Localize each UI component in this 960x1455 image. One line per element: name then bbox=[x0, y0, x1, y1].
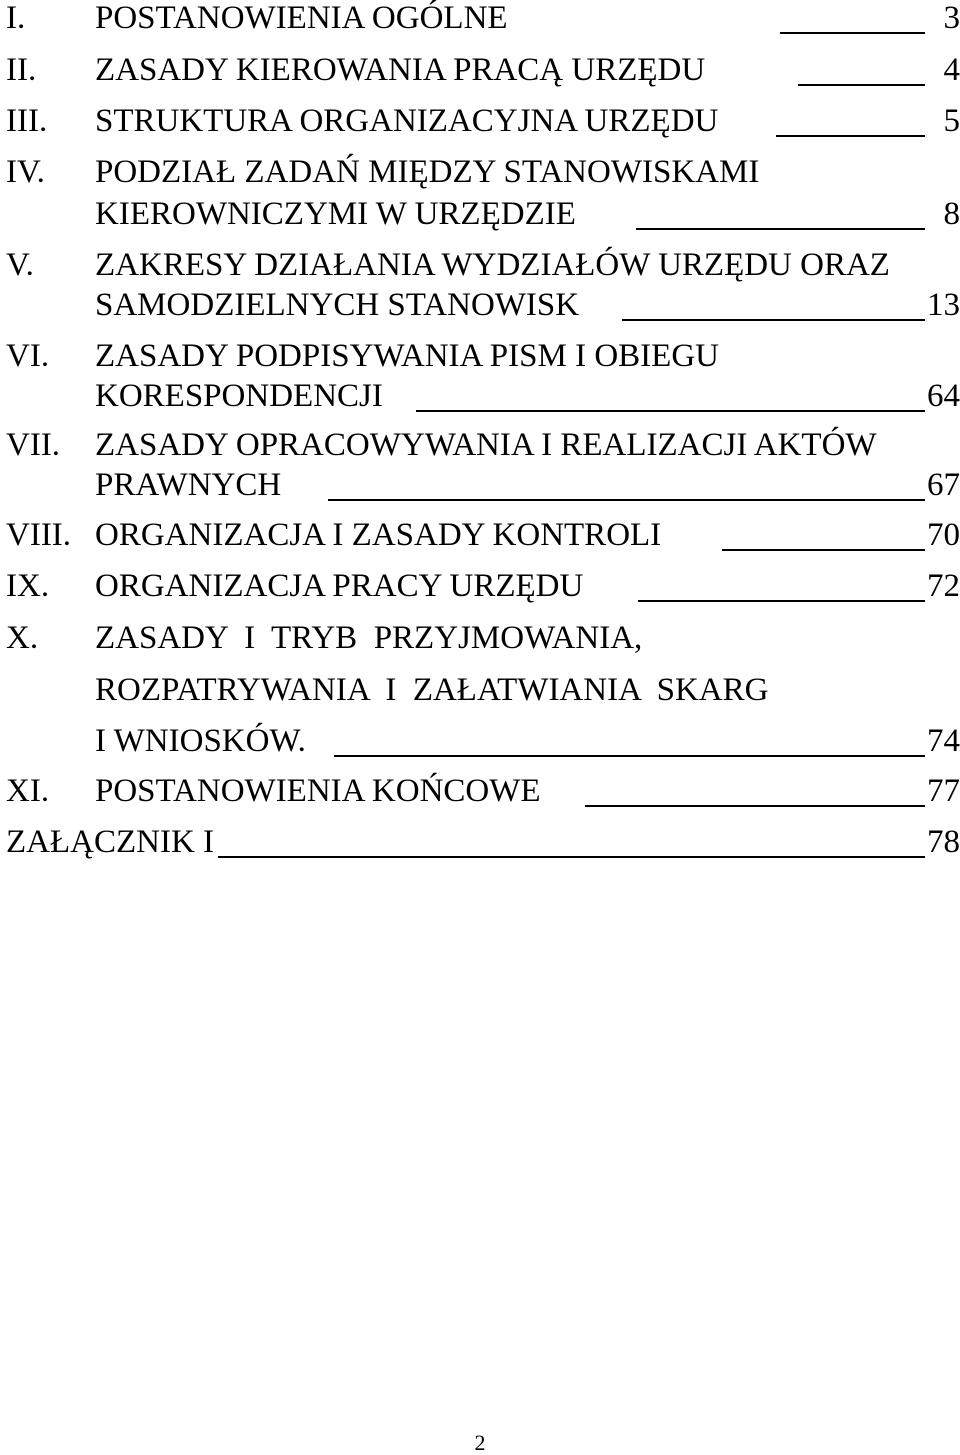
toc-entry-title-continued: ROZPATRYWANIA I ZAŁATWIANIA SKARG bbox=[95, 672, 769, 708]
toc-page-number: 13 bbox=[927, 287, 960, 323]
toc-entry[interactable] bbox=[0, 103, 960, 143]
toc-leader-line bbox=[776, 135, 925, 137]
toc-page-number: 4 bbox=[943, 52, 960, 88]
toc-entry-title: STRUKTURA ORGANIZACYJNA URZĘDU bbox=[95, 103, 719, 139]
toc-page-number: 77 bbox=[927, 773, 960, 809]
toc-entry-title-continued: KIEROWNICZYMI W URZĘDZIE bbox=[95, 196, 576, 232]
toc-entry-continuation[interactable] bbox=[0, 196, 960, 236]
toc-entry[interactable] bbox=[0, 427, 960, 467]
toc-page-number: 64 bbox=[927, 378, 960, 414]
toc-page-number: 67 bbox=[927, 467, 960, 503]
toc-entry-title: PODZIAŁ ZADAŃ MIĘDZY STANOWISKAMI bbox=[95, 154, 760, 190]
toc-leader-line bbox=[585, 805, 925, 807]
toc-entry-title: ZAŁĄCZNIK I bbox=[6, 824, 215, 860]
toc-page-number: 5 bbox=[943, 103, 960, 139]
toc-entry-title: POSTANOWIENIA KOŃCOWE bbox=[95, 773, 541, 809]
toc-entry-number: IX. bbox=[6, 568, 50, 604]
toc-page-number: 78 bbox=[927, 824, 960, 860]
toc-leader-line bbox=[638, 600, 925, 602]
toc-leader-line bbox=[722, 549, 925, 551]
toc-entry-title: ZASADY OPRACOWYWANIA I REALIZACJI AKTÓW bbox=[95, 427, 877, 463]
toc-entry[interactable] bbox=[0, 338, 960, 378]
toc-entry-title: POSTANOWIENIA OGÓLNE bbox=[95, 0, 508, 36]
toc-leader-line bbox=[328, 499, 925, 501]
toc-page-number: 8 bbox=[943, 196, 960, 232]
toc-entry-continuation[interactable] bbox=[0, 378, 960, 418]
toc-entry[interactable] bbox=[0, 52, 960, 92]
toc-leader-line bbox=[622, 319, 925, 321]
toc-entry-continuation[interactable] bbox=[0, 467, 960, 507]
toc-entry-appendix[interactable] bbox=[0, 824, 960, 864]
toc-entry-title: ORGANIZACJA I ZASADY KONTROLI bbox=[95, 517, 662, 553]
toc-entry-number: VIII. bbox=[6, 517, 72, 553]
toc-entry[interactable] bbox=[0, 568, 960, 608]
toc-entry-number: X. bbox=[6, 620, 39, 656]
toc-entry[interactable] bbox=[0, 620, 960, 660]
toc-entry-continuation[interactable] bbox=[0, 672, 960, 712]
toc-entry-title-continued: PRAWNYCH bbox=[95, 467, 282, 503]
toc-entry[interactable] bbox=[0, 0, 960, 40]
toc-entry[interactable] bbox=[0, 247, 960, 287]
toc-leader-line bbox=[636, 228, 925, 230]
toc-page-number: 72 bbox=[927, 568, 960, 604]
toc-entry-number: III. bbox=[6, 103, 48, 139]
toc-entry-title: ORGANIZACJA PRACY URZĘDU bbox=[95, 568, 584, 604]
toc-entry-title: ZASADY PODPISYWANIA PISM I OBIEGU bbox=[95, 338, 719, 374]
toc-entry-number: XI. bbox=[6, 773, 50, 809]
toc-entry-number: IV. bbox=[6, 154, 45, 190]
toc-entry-title-continued: KORESPONDENCJI bbox=[95, 378, 383, 414]
toc-entry[interactable] bbox=[0, 773, 960, 813]
toc-entry-continuation[interactable] bbox=[0, 287, 960, 327]
toc-leader-line bbox=[218, 856, 925, 858]
toc-leader-line bbox=[780, 32, 925, 34]
toc-entry-title: ZASADY I TRYB PRZYJMOWANIA, bbox=[95, 620, 643, 656]
toc-entry-title-continued: SAMODZIELNYCH STANOWISK bbox=[95, 287, 580, 323]
toc-entry[interactable] bbox=[0, 154, 960, 194]
toc-leader-line bbox=[416, 410, 925, 412]
toc-leader-line bbox=[334, 755, 925, 757]
toc-entry-title: ZASADY KIEROWANIA PRACĄ URZĘDU bbox=[95, 52, 706, 88]
toc-entry-number: VII. bbox=[6, 427, 61, 463]
toc-entry-continuation[interactable] bbox=[0, 723, 960, 763]
toc-page-number: 3 bbox=[943, 0, 960, 36]
toc-entry-number: II. bbox=[6, 52, 37, 88]
toc-leader-line bbox=[798, 84, 925, 86]
toc-page-number: 70 bbox=[927, 517, 960, 553]
toc-entry-title: ZAKRESY DZIAŁANIA WYDZIAŁÓW URZĘDU ORAZ bbox=[95, 247, 890, 283]
toc-page-number: 74 bbox=[927, 723, 960, 759]
toc-entry[interactable] bbox=[0, 517, 960, 557]
toc-entry-number: VI. bbox=[6, 338, 50, 374]
toc-entry-title-continued: I WNIOSKÓW. bbox=[95, 723, 306, 759]
page-number-footer: 2 bbox=[474, 1430, 486, 1455]
toc-entry-number: I. bbox=[6, 0, 26, 36]
toc-entry-number: V. bbox=[6, 247, 34, 283]
